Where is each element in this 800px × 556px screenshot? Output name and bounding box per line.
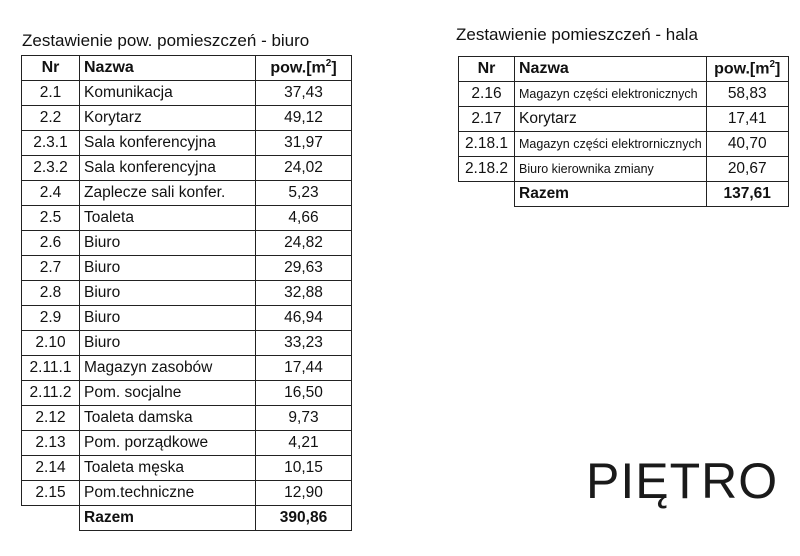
cell-name: Biuro bbox=[80, 231, 256, 256]
cell-nr: 2.4 bbox=[22, 181, 80, 206]
table-row bbox=[22, 356, 352, 381]
cell-area: 10,15 bbox=[256, 456, 352, 481]
table-row bbox=[22, 381, 352, 406]
cell-nr: 2.10 bbox=[22, 331, 80, 356]
cell-area: 37,43 bbox=[256, 81, 352, 106]
header-name: Nazwa bbox=[515, 57, 707, 82]
table-row bbox=[459, 107, 789, 132]
header-name: Nazwa bbox=[80, 56, 256, 81]
cell-name: Magazyn części elektronicznych bbox=[515, 82, 707, 107]
cell-name: Pom.techniczne bbox=[80, 481, 256, 506]
table-header-row bbox=[22, 56, 352, 81]
cell-nr: 2.18.1 bbox=[459, 132, 515, 157]
cell-area: 9,73 bbox=[256, 406, 352, 431]
table-row bbox=[22, 81, 352, 106]
table-caption-hala: Zestawienie pomieszczeń - hala bbox=[456, 25, 698, 44]
cell-name: Pom. porządkowe bbox=[80, 431, 256, 456]
cell-area: 58,83 bbox=[706, 82, 788, 107]
cell-name: Toaleta męska bbox=[80, 456, 256, 481]
cell-nr: 2.11.2 bbox=[22, 381, 80, 406]
cell-nr: 2.14 bbox=[22, 456, 80, 481]
table-row bbox=[22, 481, 352, 506]
table-row bbox=[22, 156, 352, 181]
cell-nr: 2.13 bbox=[22, 431, 80, 456]
cell-nr: 2.15 bbox=[22, 481, 80, 506]
table-row bbox=[22, 406, 352, 431]
header-nr: Nr bbox=[459, 57, 515, 82]
cell-area: 17,44 bbox=[256, 356, 352, 381]
cell-area: 5,23 bbox=[256, 181, 352, 206]
cell-area: 29,63 bbox=[256, 256, 352, 281]
cell-name: Magazyn części elektrornicznych bbox=[515, 132, 707, 157]
cell-nr: 2.6 bbox=[22, 231, 80, 256]
total-label: Razem bbox=[515, 182, 707, 207]
cell-name: Biuro kierownika zmiany bbox=[515, 157, 707, 182]
table-row bbox=[22, 181, 352, 206]
cell-nr: 2.16 bbox=[459, 82, 515, 107]
table-header-row bbox=[459, 57, 789, 82]
cell-area: 31,97 bbox=[256, 131, 352, 156]
cell-area: 4,21 bbox=[256, 431, 352, 456]
cell-area: 32,88 bbox=[256, 281, 352, 306]
table-hala bbox=[458, 56, 789, 207]
cell-area: 24,82 bbox=[256, 231, 352, 256]
table-row bbox=[22, 281, 352, 306]
cell-nr: 2.11.1 bbox=[22, 356, 80, 381]
table-row bbox=[22, 206, 352, 231]
total-area: 137,61 bbox=[706, 182, 788, 207]
cell-name: Magazyn zasobów bbox=[80, 356, 256, 381]
table-row bbox=[22, 231, 352, 256]
cell-area: 33,23 bbox=[256, 331, 352, 356]
header-area: $pow.[m^2]$ bbox=[706, 57, 788, 82]
total-row bbox=[459, 182, 789, 207]
header-area: $pow.[m^2]$ bbox=[256, 56, 352, 81]
cell-nr: 2.3.1 bbox=[22, 131, 80, 156]
cell-nr: 2.12 bbox=[22, 406, 80, 431]
cell-area: 12,90 bbox=[256, 481, 352, 506]
table-caption-biuro: Zestawienie pow. pomieszczeń - biuro bbox=[22, 31, 310, 50]
floor-title: PIĘTRO bbox=[586, 453, 779, 509]
cell-name: Korytarz bbox=[515, 107, 707, 132]
table-row bbox=[459, 82, 789, 107]
table-row bbox=[22, 106, 352, 131]
cell-name: Komunikacja bbox=[80, 81, 256, 106]
cell-nr: 2.17 bbox=[459, 107, 515, 132]
cell-area: 17,41 bbox=[706, 107, 788, 132]
total-empty-cell bbox=[459, 182, 515, 207]
cell-area: 24,02 bbox=[256, 156, 352, 181]
total-empty-cell bbox=[22, 506, 80, 531]
cell-name: Korytarz bbox=[80, 106, 256, 131]
cell-name: Zaplecze sali konfer. bbox=[80, 181, 256, 206]
cell-area: 49,12 bbox=[256, 106, 352, 131]
cell-nr: 2.1 bbox=[22, 81, 80, 106]
table-biuro bbox=[21, 55, 352, 531]
table-row bbox=[459, 157, 789, 182]
cell-area: 4,66 bbox=[256, 206, 352, 231]
cell-name: Toaleta bbox=[80, 206, 256, 231]
cell-nr: 2.2 bbox=[22, 106, 80, 131]
cell-name: Sala konferencyjna bbox=[80, 131, 256, 156]
table-row bbox=[22, 331, 352, 356]
cell-area: 46,94 bbox=[256, 306, 352, 331]
cell-name: Pom. socjalne bbox=[80, 381, 256, 406]
cell-nr: 2.9 bbox=[22, 306, 80, 331]
table-row bbox=[459, 132, 789, 157]
cell-area: 16,50 bbox=[256, 381, 352, 406]
header-nr: Nr bbox=[22, 56, 80, 81]
cell-name: Sala konferencyjna bbox=[80, 156, 256, 181]
cell-name: Biuro bbox=[80, 281, 256, 306]
total-row bbox=[22, 506, 352, 531]
cell-name: Toaleta damska bbox=[80, 406, 256, 431]
table-row bbox=[22, 431, 352, 456]
cell-area: 40,70 bbox=[706, 132, 788, 157]
table-row bbox=[22, 256, 352, 281]
table-row bbox=[22, 456, 352, 481]
cell-nr: 2.18.2 bbox=[459, 157, 515, 182]
cell-area: 20,67 bbox=[706, 157, 788, 182]
cell-nr: 2.3.2 bbox=[22, 156, 80, 181]
cell-nr: 2.7 bbox=[22, 256, 80, 281]
cell-name: Biuro bbox=[80, 256, 256, 281]
table-row bbox=[22, 306, 352, 331]
cell-name: Biuro bbox=[80, 306, 256, 331]
total-area: 390,86 bbox=[256, 506, 352, 531]
table-row bbox=[22, 131, 352, 156]
cell-nr: 2.8 bbox=[22, 281, 80, 306]
total-label: Razem bbox=[80, 506, 256, 531]
cell-name: Biuro bbox=[80, 331, 256, 356]
cell-nr: 2.5 bbox=[22, 206, 80, 231]
